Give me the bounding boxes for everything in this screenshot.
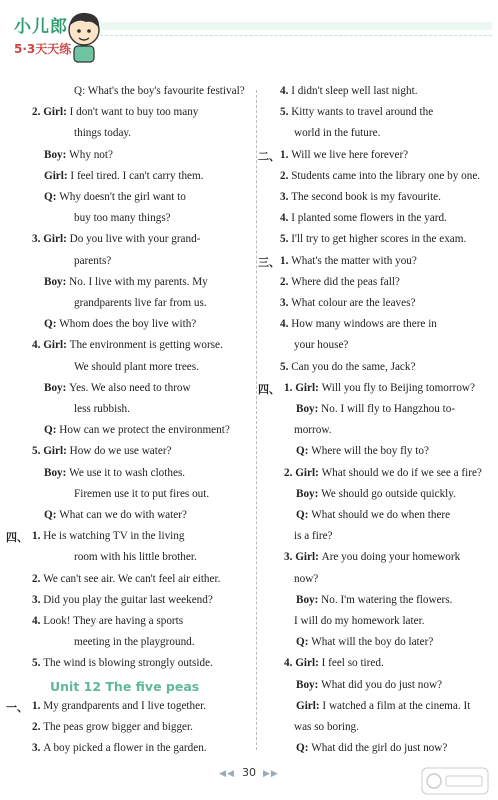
speaker-label: Boy:: [44, 466, 70, 479]
text-line: [74, 550, 197, 564]
text-line: [294, 423, 332, 437]
speaker-label: Q:: [296, 742, 312, 755]
line-text: Did you play the guitar last weekend?: [43, 593, 213, 606]
text-line: [284, 381, 475, 395]
text-line: [284, 466, 482, 480]
line-text: buy too many things?: [74, 212, 171, 225]
line-text: Are you doing your homework: [321, 551, 461, 564]
text-line: [32, 614, 183, 628]
text-line: [280, 232, 466, 246]
line-text: I watched a film at the cinema. It: [322, 699, 471, 712]
text-line: [296, 444, 429, 458]
section-number: 二、: [258, 149, 280, 163]
speaker-label: Q:: [44, 191, 60, 203]
text-line: [280, 254, 417, 268]
text-line: [74, 487, 209, 501]
logo-subtitle: 5·3天天练: [14, 42, 72, 56]
item-number: 1.: [32, 699, 44, 712]
text-line: [294, 338, 348, 352]
text-line: [296, 635, 433, 649]
text-line: [296, 678, 442, 692]
line-text: Firemen use it to put fires out.: [74, 487, 210, 500]
line-text: What will the boy do later?: [311, 636, 434, 649]
text-line: [44, 148, 113, 162]
section-number: 四、: [258, 382, 280, 396]
text-line: [280, 84, 418, 98]
item-number: 1.: [284, 381, 296, 394]
text-line: [296, 402, 455, 416]
text-line: [294, 126, 380, 140]
line-text: What colour are the leaves?: [291, 297, 416, 309]
line-text: grandparents live far from us.: [74, 297, 207, 309]
line-text: parents?: [74, 254, 112, 267]
line-text: Students came into the library one by one.: [291, 169, 481, 182]
line-text: I feel so tired.: [321, 657, 384, 670]
text-line: [32, 105, 198, 119]
text-line: [44, 508, 187, 522]
text-line: [32, 699, 206, 713]
item-number: 1.: [32, 530, 44, 543]
item-number: 2.: [32, 572, 44, 585]
watermark-logo-icon: [420, 766, 490, 796]
text-line: [280, 211, 447, 225]
line-text: What did the girl do just now?: [311, 742, 448, 755]
text-line: [280, 275, 400, 289]
line-text: Do you live with your grand-: [69, 233, 201, 246]
item-number: 3.: [32, 742, 44, 755]
text-line: [44, 275, 208, 289]
section-number: 一、: [6, 700, 28, 714]
line-text: Where will the boy fly to?: [311, 445, 429, 458]
line-text: We can't see air. We can't feel air either.: [43, 572, 221, 585]
line-text: Kitty wants to travel around the: [291, 106, 434, 119]
text-line: [44, 317, 196, 331]
line-text: We should plant more trees.: [74, 360, 199, 373]
text-line: [280, 105, 433, 119]
line-text: We use it to wash clothes.: [69, 466, 186, 479]
line-text: now?: [294, 572, 319, 585]
text-line: [32, 720, 193, 734]
speaker-label: Girl:: [43, 445, 70, 458]
line-text: morrow.: [294, 424, 332, 437]
line-text: The peas grow bigger and bigger.: [43, 721, 193, 733]
column-divider: [256, 90, 257, 750]
line-text: No. I will fly to Hangzhou to-: [321, 403, 456, 415]
logo-title: 小儿郎: [14, 17, 68, 37]
text-line: [280, 296, 415, 310]
line-text: What should we do when there: [311, 509, 451, 521]
line-text: less rubbish.: [74, 403, 130, 415]
item-number: 3.: [280, 191, 292, 203]
line-text: I'll try to get higher scores in the exam.: [291, 233, 467, 246]
line-text: Why doesn't the girl want to: [59, 191, 186, 203]
text-line: [32, 741, 207, 755]
line-text: Q: What's the boy's favourite festival?: [74, 85, 245, 97]
text-line: [74, 402, 130, 416]
page-number: 30: [242, 766, 256, 779]
speaker-label: Girl:: [43, 233, 70, 246]
line-text: Can you do the same, Jack?: [291, 360, 416, 373]
text-line: [32, 593, 213, 607]
text-line: [74, 211, 171, 225]
line-text: What can we do with water?: [59, 509, 187, 521]
speaker-label: Boy:: [44, 275, 70, 288]
text-line: [280, 317, 437, 331]
item-number: 5.: [280, 360, 292, 373]
item-number: 3.: [32, 593, 44, 606]
speaker-label: Q:: [296, 509, 312, 521]
line-text: Why not?: [69, 148, 113, 161]
item-number: 2.: [284, 466, 296, 479]
item-number: 3.: [284, 551, 296, 564]
text-line: [32, 572, 220, 586]
line-text: We should go outside quickly.: [321, 487, 456, 500]
text-line: [32, 444, 172, 458]
line-text: room with his little brother.: [74, 551, 197, 564]
text-line: [44, 381, 191, 395]
speaker-label: Q:: [44, 509, 60, 521]
item-number: 1.: [280, 254, 292, 267]
item-number: 3.: [280, 297, 292, 309]
text-line: [296, 741, 447, 755]
item-number: 4.: [280, 85, 292, 97]
line-text: meeting in the playground.: [74, 636, 195, 649]
text-line: [44, 169, 204, 183]
speaker-label: Girl:: [295, 551, 322, 564]
speaker-label: Q:: [44, 424, 60, 437]
unit-title: Unit 12 The five peas: [50, 678, 200, 694]
line-text: Will we live here forever?: [291, 148, 409, 161]
text-line: [74, 296, 207, 310]
header-divider: [100, 35, 492, 36]
item-number: 4.: [280, 212, 292, 225]
text-line: [74, 84, 245, 98]
text-line: [32, 656, 213, 670]
line-text: I planted some flowers in the yard.: [291, 212, 447, 225]
item-number: 3.: [32, 233, 44, 246]
text-line: [44, 190, 186, 204]
text-line: [280, 169, 480, 183]
item-number: 4.: [32, 615, 44, 627]
text-line: [284, 656, 384, 670]
text-line: [32, 232, 200, 246]
speaker-label: Girl:: [295, 657, 322, 670]
speaker-label: Boy:: [296, 487, 322, 500]
item-number: 4.: [284, 657, 296, 670]
line-text: Yes. We also need to throw: [69, 381, 191, 394]
speaker-label: Q:: [296, 636, 312, 649]
speaker-label: Q:: [296, 445, 312, 458]
text-line: [44, 466, 185, 480]
line-text: What should we do if we see a fire?: [321, 466, 482, 479]
line-text: No. I live with my parents. My: [69, 275, 208, 288]
item-number: 1.: [280, 148, 292, 161]
item-number: 4.: [32, 339, 44, 352]
text-line: [294, 529, 333, 543]
line-text: things today.: [74, 127, 132, 140]
line-text: A boy picked a flower in the garden.: [43, 742, 207, 755]
text-line: [284, 550, 460, 564]
text-line: [32, 529, 184, 543]
line-text: The environment is getting worse.: [69, 339, 223, 352]
line-text: Where did the peas fall?: [291, 275, 400, 288]
speaker-label: Girl:: [296, 699, 323, 712]
text-line: [296, 487, 456, 501]
section-number: 四、: [6, 531, 28, 545]
text-line: [296, 508, 450, 522]
speaker-label: Boy:: [44, 381, 70, 394]
line-text: What did you do just now?: [321, 678, 443, 691]
item-number: 2.: [32, 721, 44, 733]
text-line: [296, 593, 452, 607]
brand-logo: [6, 8, 98, 66]
text-line: [74, 360, 199, 374]
text-line: [280, 360, 415, 374]
item-number: 5.: [32, 445, 44, 458]
mascot-icon: [60, 8, 104, 66]
text-line: [74, 635, 195, 649]
speaker-label: Boy:: [296, 593, 322, 606]
line-text: I will do my homework later.: [294, 615, 425, 627]
line-text: I don't want to buy too many: [69, 106, 199, 119]
text-line: [44, 423, 230, 437]
item-number: 2.: [280, 169, 292, 182]
line-text: The wind is blowing strongly outside.: [43, 657, 213, 670]
speaker-label: Girl:: [295, 381, 322, 394]
text-line: [74, 254, 111, 268]
line-text: was so boring.: [294, 721, 359, 733]
prev-arrows-icon: ◀◀: [219, 769, 235, 779]
text-line: [294, 614, 425, 628]
line-text: The second book is my favourite.: [291, 191, 441, 203]
line-text: How do we use water?: [69, 445, 172, 458]
text-line: [32, 338, 223, 352]
speaker-label: Girl:: [44, 169, 71, 182]
next-arrows-icon: ▶▶: [263, 769, 279, 779]
line-text: world in the future.: [294, 127, 381, 140]
line-text: I didn't sleep well last night.: [291, 85, 418, 97]
text-line: [280, 148, 408, 162]
item-number: 5.: [280, 106, 292, 119]
text-line: [296, 699, 470, 713]
header-band: [100, 22, 492, 30]
line-text: I feel tired. I can't carry them.: [70, 169, 204, 182]
text-line: [294, 720, 359, 734]
line-text: Will you fly to Beijing tomorrow?: [321, 381, 475, 394]
line-text: Look! They are having a sports: [43, 615, 184, 627]
speaker-label: Girl:: [295, 466, 322, 479]
line-text: is a fire?: [294, 530, 333, 543]
item-number: 5.: [280, 233, 292, 246]
item-number: 2.: [280, 275, 292, 288]
item-number: 5.: [32, 657, 44, 670]
text-line: [74, 126, 131, 140]
item-number: 2.: [32, 106, 44, 119]
section-number: 三、: [258, 255, 280, 269]
speaker-label: Boy:: [296, 678, 322, 691]
line-text: Whom does the boy live with?: [59, 318, 197, 331]
item-number: 4.: [280, 318, 292, 331]
line-text: How many windows are there in: [291, 318, 437, 331]
speaker-label: Boy:: [296, 403, 322, 415]
speaker-label: Girl:: [43, 339, 70, 352]
line-text: He is watching TV in the living: [43, 530, 185, 543]
line-text: your house?: [294, 339, 349, 352]
speaker-label: Q:: [44, 318, 60, 331]
line-text: My grandparents and I live together.: [43, 699, 206, 712]
speaker-label: Girl:: [43, 106, 70, 119]
line-text: How can we protect the environment?: [59, 424, 230, 437]
line-text: No. I'm watering the flowers.: [321, 593, 453, 606]
text-line: [280, 190, 441, 204]
text-line: [294, 572, 318, 586]
line-text: What's the matter with you?: [291, 254, 417, 267]
speaker-label: Boy:: [44, 148, 70, 161]
